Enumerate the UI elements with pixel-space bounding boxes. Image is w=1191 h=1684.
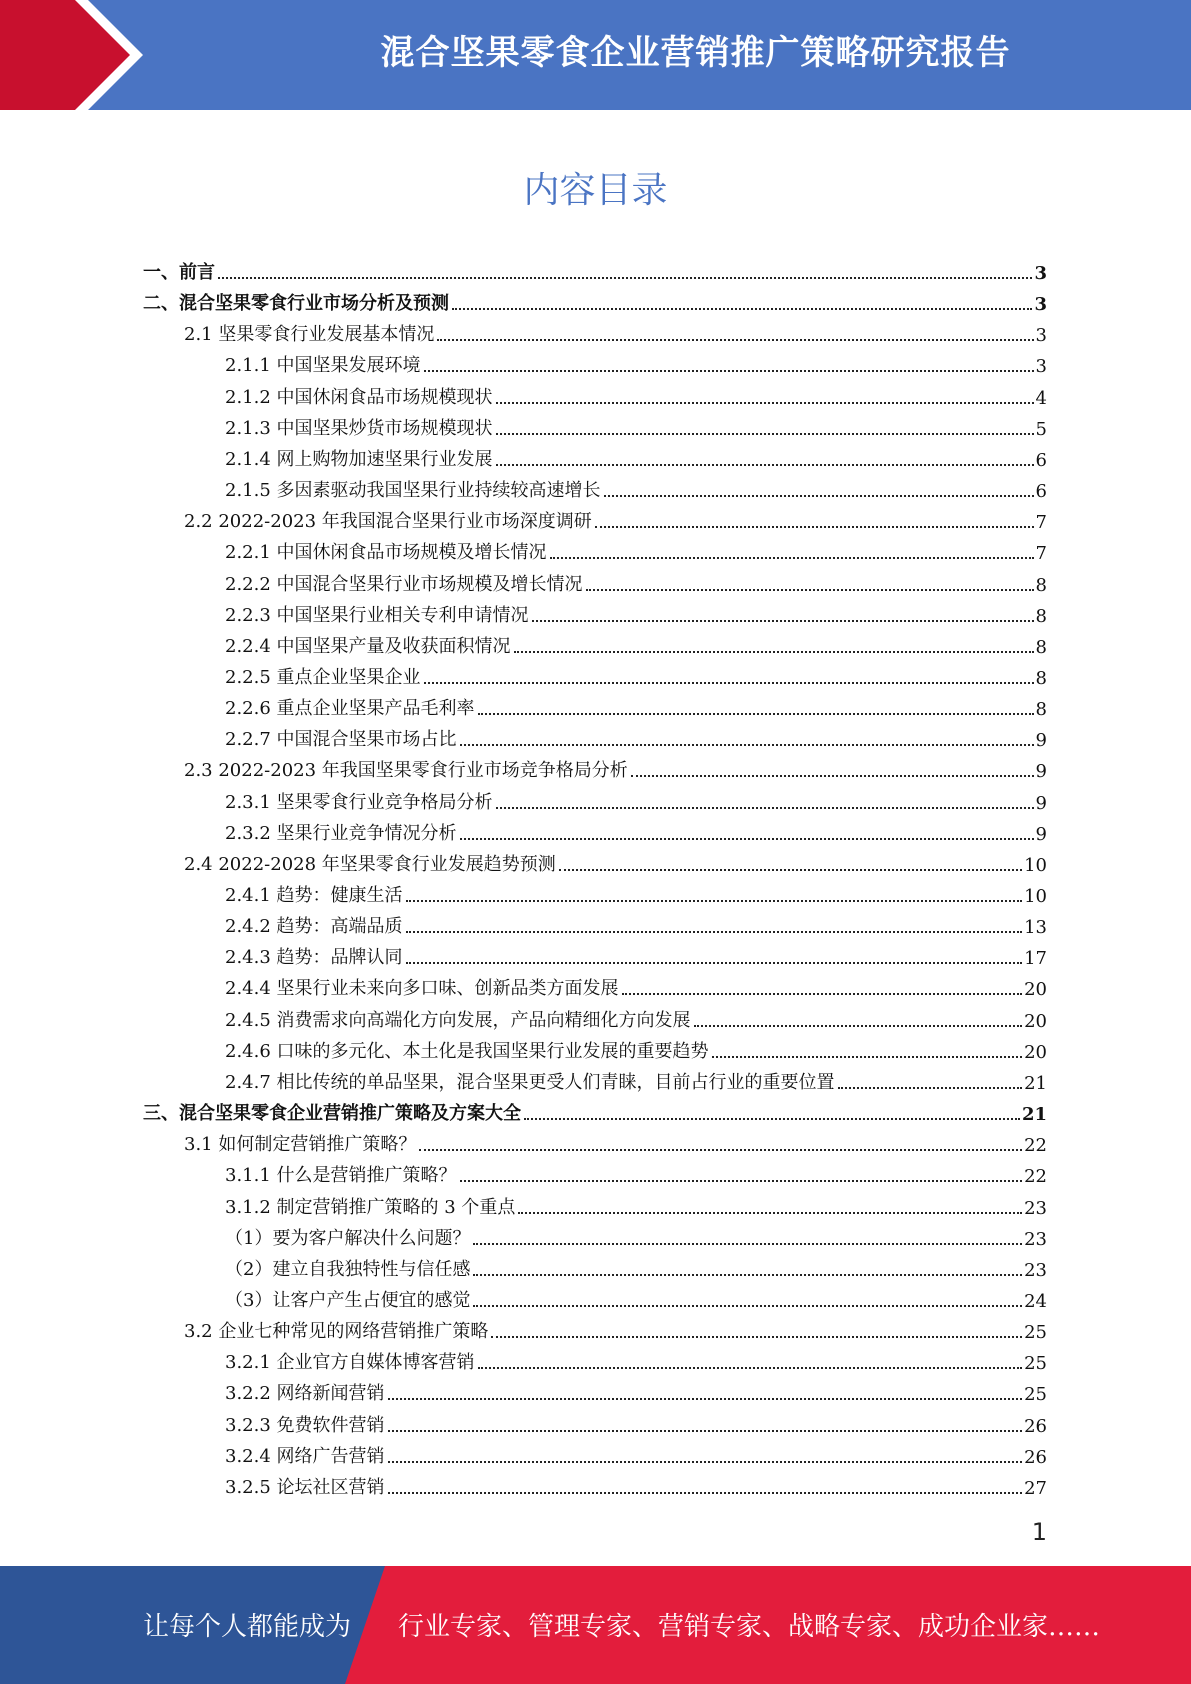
toc-entry-page: 3	[1035, 325, 1047, 347]
toc-entry-page: 8	[1035, 605, 1047, 627]
toc-entry[interactable]	[143, 1094, 1047, 1125]
toc-entry-title: 2.1.2 中国休闲食品市场规模现状	[225, 386, 493, 408]
toc-entry-title: 3.2.2 网络新闻营销	[225, 1383, 385, 1405]
toc-dot-leader	[460, 838, 1034, 840]
toc-dot-leader	[518, 1212, 1022, 1214]
toc-entry-page: 9	[1035, 792, 1047, 814]
toc-entry-page: 10	[1024, 886, 1047, 907]
toc-entry[interactable]	[225, 1281, 1047, 1312]
toc-entry[interactable]	[225, 378, 1047, 409]
toc-dot-leader	[694, 1025, 1023, 1027]
toc-entry-title: 2.2.4 中国坚果产量及收获面积情况	[225, 635, 511, 657]
toc-entry-page: 8	[1035, 574, 1047, 596]
toc-entry[interactable]	[225, 1001, 1047, 1032]
toc-entry[interactable]	[225, 720, 1047, 751]
toc-dot-leader	[550, 557, 1034, 559]
toc-entry-page: 7	[1035, 512, 1047, 534]
toc-entry[interactable]	[225, 1468, 1047, 1499]
toc-entry-page: 27	[1024, 1477, 1047, 1499]
toc-entry-page: 21	[1024, 1072, 1047, 1094]
toc-entry[interactable]	[225, 876, 1047, 907]
header-arrow-decoration	[0, 0, 150, 110]
toc-dot-leader	[424, 370, 1034, 372]
toc-entry-title: 2.2.6 重点企业坚果产品毛利率	[225, 698, 475, 720]
toc-entry-page: 8	[1035, 699, 1047, 721]
toc-dot-leader	[478, 1367, 1023, 1369]
toc-entry-page: 8	[1035, 636, 1047, 658]
toc-dot-leader	[406, 900, 1023, 902]
toc-entry-title: 一、前言	[143, 262, 215, 283]
toc-entry-page: 6	[1035, 449, 1047, 471]
toc-dot-leader	[419, 1149, 1022, 1151]
toc-entry[interactable]	[225, 471, 1047, 502]
toc-entry[interactable]	[184, 315, 1047, 346]
toc-entry-page: 3	[1035, 356, 1047, 378]
toc-entry-title: 2.3.1 坚果零食行业竞争格局分析	[225, 791, 493, 813]
toc-entry[interactable]	[225, 907, 1047, 938]
toc-entry[interactable]	[225, 1063, 1047, 1094]
toc-dot-leader	[496, 402, 1034, 404]
toc-dot-leader	[514, 651, 1034, 653]
toc-dot-leader	[712, 1056, 1023, 1058]
toc-entry-page: 6	[1035, 481, 1047, 503]
toc-dot-leader	[491, 1336, 1022, 1338]
toc-dot-leader	[473, 1305, 1022, 1307]
toc-entry-title: 3.2.3 免费软件营销	[225, 1414, 385, 1436]
toc-entry-page: 9	[1035, 823, 1047, 845]
toc-entry-title: 2.2.2 中国混合坚果行业市场规模及增长情况	[225, 573, 583, 595]
toc-entry[interactable]	[225, 533, 1047, 564]
toc-entry-page: 26	[1024, 1446, 1047, 1468]
page-number: 1	[1031, 1518, 1047, 1546]
toc-entry-title: （2）建立自我独特性与信任感	[225, 1258, 471, 1280]
toc-dot-leader	[406, 962, 1023, 964]
toc-entry-title: 2.2.5 重点企业坚果企业	[225, 666, 421, 688]
toc-dot-leader	[473, 1274, 1022, 1276]
toc-entry-page: 26	[1024, 1415, 1047, 1437]
toc-entry-title: 2.2.3 中国坚果行业相关专利申请情况	[225, 604, 529, 626]
toc-entry-title: 3.2 企业七种常见的网络营销推广策略	[184, 1321, 489, 1343]
toc-entry-title: 2.4.6 口味的多元化、本土化是我国坚果行业发展的重要趋势	[225, 1040, 709, 1062]
toc-entry[interactable]	[225, 1343, 1047, 1374]
toc-entry-page: 20	[1024, 979, 1047, 1001]
toc-entry-page: 23	[1024, 1259, 1047, 1281]
toc-entry-page: 21	[1021, 1104, 1047, 1126]
page-footer	[0, 1566, 1191, 1684]
toc-entry[interactable]	[225, 596, 1047, 627]
toc-dot-leader	[631, 775, 1034, 777]
toc-entry-page: 13	[1024, 917, 1047, 939]
toc-dot-leader	[218, 277, 1032, 279]
toc-entry-title: 3.2.5 论坛社区营销	[225, 1476, 385, 1498]
toc-entry-page: 5	[1035, 418, 1047, 440]
toc-entry[interactable]	[225, 814, 1047, 845]
toc-entry-page: 9	[1035, 761, 1047, 783]
toc-entry-title: 三、混合坚果零食企业营销推广策略及方案大全	[143, 1103, 521, 1125]
toc-entry-page: 22	[1024, 1166, 1047, 1188]
report-title: 混合坚果零食企业营销推广策略研究报告	[380, 33, 1011, 73]
toc-dot-leader	[460, 1180, 1023, 1182]
toc-entry[interactable]	[225, 440, 1047, 471]
toc-entry-title: 3.2.4 网络广告营销	[225, 1445, 385, 1467]
toc-entry-title: 2.4.2 趋势：高端品质	[225, 916, 403, 938]
toc-dot-leader	[478, 713, 1034, 715]
toc-entry-title: 2.1.3 中国坚果炒货市场规模现状	[225, 417, 493, 439]
toc-entry[interactable]	[225, 1374, 1047, 1405]
toc-entry[interactable]	[184, 1125, 1047, 1156]
toc-entry[interactable]	[225, 565, 1047, 596]
toc-dot-leader	[496, 464, 1034, 466]
toc-entry[interactable]	[225, 1188, 1047, 1219]
toc-entry-page: 25	[1024, 1384, 1047, 1406]
toc-entry[interactable]	[225, 1156, 1047, 1187]
toc-entry[interactable]	[225, 409, 1047, 440]
toc-entry-title: 2.1.5 多因素驱动我国坚果行业持续较高速增长	[225, 480, 601, 502]
toc-entry-title: 2.4.3 趋势：品牌认同	[225, 947, 403, 969]
page-header	[0, 0, 1191, 110]
toc-entry-title: 2.4 2022-2028 年坚果零食行业发展趋势预测	[184, 853, 556, 875]
toc-dot-leader	[604, 495, 1034, 497]
toc-entry-title: 3.1.2 制定营销推广策略的 3 个重点	[225, 1196, 516, 1218]
toc-entry[interactable]	[225, 938, 1047, 969]
toc-entry-title: 2.1.4 网上购物加速坚果行业发展	[225, 448, 493, 470]
toc-entry[interactable]	[184, 1312, 1047, 1343]
toc-entry-page: 24	[1024, 1290, 1047, 1312]
toc-dot-leader	[388, 1461, 1023, 1463]
toc-entry-title: 2.3.2 坚果行业竞争情况分析	[225, 822, 457, 844]
toc-dot-leader	[524, 1118, 1020, 1120]
toc-entry[interactable]	[225, 1032, 1047, 1063]
toc-entry[interactable]	[184, 751, 1047, 782]
toc-dot-leader	[559, 869, 1022, 871]
toc-entry-title: 3.1 如何制定营销推广策略？	[184, 1134, 417, 1156]
toc-entry-page: 9	[1035, 730, 1047, 752]
toc-dot-leader	[406, 931, 1023, 933]
toc-dot-leader	[437, 339, 1033, 341]
toc-entry-title: 2.2.1 中国休闲食品市场规模及增长情况	[225, 542, 547, 564]
toc-entry-page: 7	[1035, 543, 1047, 565]
toc-dot-leader	[595, 526, 1034, 528]
toc-entry-title: 2.4.1 趋势：健康生活	[225, 885, 403, 906]
toc-entry-page: 25	[1024, 1322, 1047, 1344]
toc-dot-leader	[532, 620, 1034, 622]
toc-entry-page: 25	[1024, 1353, 1047, 1375]
toc-entry[interactable]	[225, 346, 1047, 377]
toc-entry[interactable]	[225, 1406, 1047, 1437]
toc-entry[interactable]	[143, 284, 1047, 315]
toc-dot-leader	[473, 1243, 1022, 1245]
toc-entry[interactable]	[225, 658, 1047, 689]
toc-entry-page: 23	[1024, 1228, 1047, 1250]
toc-entry-page: 3	[1034, 263, 1047, 284]
toc-entry[interactable]	[225, 1250, 1047, 1281]
toc-entry-title: 二、混合坚果零食行业市场分析及预测	[143, 293, 449, 315]
toc-entry-title: 2.4.4 坚果行业未来向多口味、创新品类方面发展	[225, 978, 619, 1000]
toc-dot-leader	[388, 1398, 1023, 1400]
toc-entry[interactable]	[225, 689, 1047, 720]
toc-entry-page: 8	[1035, 667, 1047, 689]
toc-entry-page: 3	[1034, 294, 1047, 316]
toc-dot-leader	[424, 682, 1034, 684]
toc-dot-leader	[496, 807, 1034, 809]
toc-entry-page: 4	[1035, 387, 1047, 409]
toc-entry-page: 20	[1024, 1010, 1047, 1032]
toc-entry[interactable]	[225, 969, 1047, 1000]
toc-entry-page: 23	[1024, 1197, 1047, 1219]
toc-entry-title: 2.4.7 相比传统的单品坚果，混合坚果更受人们青睐，目前占行业的重要位置	[225, 1071, 835, 1093]
toc-entry[interactable]	[184, 502, 1047, 533]
toc-dot-leader	[452, 308, 1032, 310]
toc-dot-leader	[388, 1430, 1023, 1432]
footer-slogan-right: 行业专家、管理专家、营销专家、战略专家、成功企业家……	[398, 1612, 1101, 1642]
toc-entry[interactable]	[225, 783, 1047, 814]
toc-entry[interactable]	[184, 845, 1047, 876]
toc-entry-page: 20	[1024, 1041, 1047, 1063]
toc-entry[interactable]	[225, 1219, 1047, 1250]
toc-entry-title: 2.3 2022-2023 年我国坚果零食行业市场竞争格局分析	[184, 760, 628, 782]
toc-dot-leader	[496, 433, 1034, 435]
toc-entry-title: 3.2.1 企业官方自媒体博客营销	[225, 1352, 475, 1374]
toc-dot-leader	[460, 744, 1034, 746]
toc-entry[interactable]	[143, 253, 1047, 284]
toc-entry-title: 2.2.7 中国混合坚果市场占比	[225, 729, 457, 751]
toc-entry-title: 2.2 2022-2023 年我国混合坚果行业市场深度调研	[184, 511, 592, 533]
toc-entry-title: （1）要为客户解决什么问题？	[225, 1227, 471, 1249]
toc-entry-title: 3.1.1 什么是营销推广策略？	[225, 1165, 457, 1187]
toc-entry-title: 2.1.1 中国坚果发展环境	[225, 355, 421, 377]
toc-dot-leader	[388, 1492, 1023, 1494]
toc-dot-leader	[586, 589, 1034, 591]
toc-dot-leader	[622, 993, 1023, 995]
toc-heading: 内容目录	[523, 170, 668, 211]
toc-entry-page: 17	[1024, 948, 1047, 970]
toc-entry-title: 2.4.5 消费需求向高端化方向发展，产品向精细化方向发展	[225, 1009, 691, 1031]
toc-entry-title: （3）让客户产生占便宜的感觉	[225, 1289, 471, 1311]
toc-dot-leader	[838, 1087, 1023, 1089]
footer-slogan-left: 让每个人都能成为	[143, 1612, 352, 1642]
toc-entry-page: 10	[1024, 854, 1047, 876]
toc-entry[interactable]	[225, 627, 1047, 658]
toc-entry[interactable]	[225, 1437, 1047, 1468]
toc-entry-page: 22	[1024, 1135, 1047, 1157]
toc-entry-title: 2.1 坚果零食行业发展基本情况	[184, 324, 435, 346]
